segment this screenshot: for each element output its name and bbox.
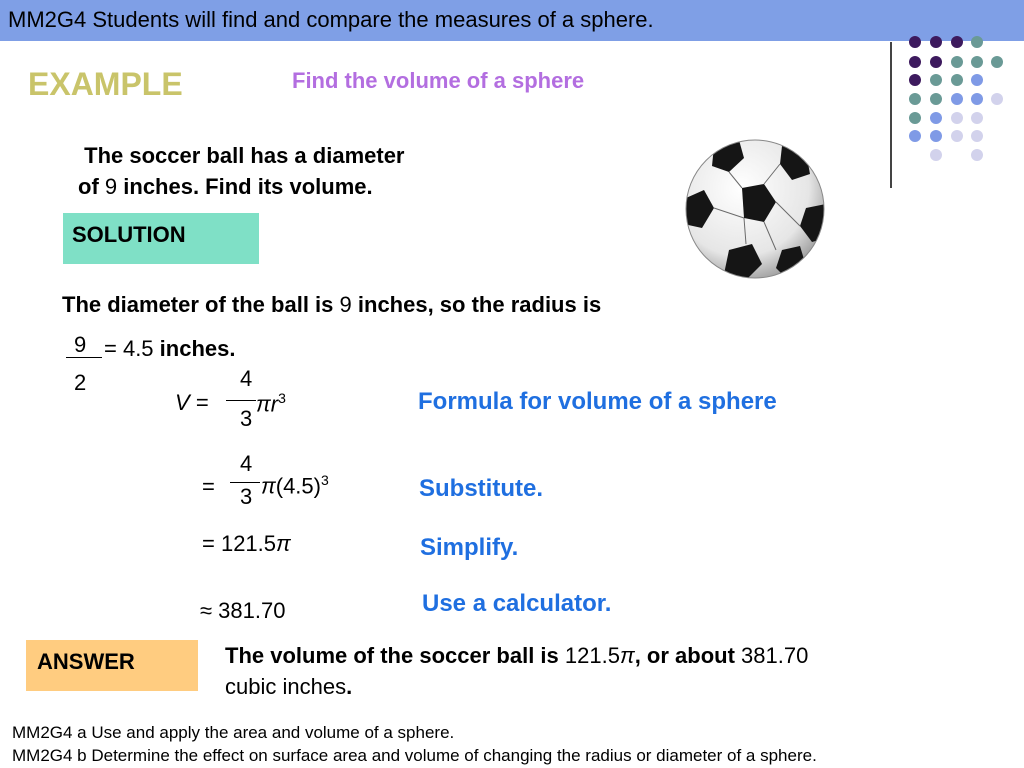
answer-a: The volume of the soccer ball is (225, 643, 559, 668)
solution-label: SOLUTION (72, 222, 186, 247)
answer-period: . (346, 674, 353, 699)
answer-exact-value: 121.5 (564, 643, 620, 668)
formula-lhs (175, 390, 209, 416)
footer-standard-b: MM2G4 b Determine the effect on surface area and volume of changing the radius or diameter of a sphere. (12, 746, 817, 765)
footer-standard-a: MM2G4 a Use and apply the area and volume of a sphere. (12, 723, 455, 742)
problem-line1: The soccer ball has a diameter (84, 143, 405, 168)
approx-line: ≈ 381.70 (200, 598, 286, 623)
radius-denominator: 2 (74, 370, 87, 395)
problem-line2-b: inches. Find its volume. (123, 174, 373, 199)
simplify-line (202, 531, 291, 557)
answer-approx-value: 381.70 (741, 643, 809, 668)
formula-rhs (256, 390, 286, 417)
formula-numerator: 4 (240, 366, 253, 391)
answer-unit: cubic inches (225, 674, 347, 699)
step-substitute: Substitute. (419, 475, 543, 502)
answer-pi: π (619, 643, 635, 668)
answer-b: , or about (634, 643, 735, 668)
substitute-rhs (261, 472, 329, 499)
formula-fraction-bar (226, 400, 256, 401)
diameter-sentence-b: inches, so the radius is (357, 292, 602, 317)
radius-result (104, 336, 235, 362)
page-title: MM2G4 Students will find and compare the measures of a sphere. (8, 7, 654, 32)
example-heading: EXAMPLE (28, 66, 183, 102)
substitute-pi: π (261, 473, 276, 499)
problem-statement (78, 140, 405, 202)
simplify-value: = 121.5 (202, 531, 277, 556)
answer-label-box (26, 640, 198, 691)
solution-label-box (63, 213, 259, 264)
formula-denominator: 3 (240, 406, 253, 431)
substitute-numerator: 4 (240, 451, 253, 476)
problem-diameter-value: 9 (104, 174, 118, 199)
formula-exponent: 3 (278, 390, 286, 406)
header-bar (0, 0, 1024, 41)
answer-text (225, 640, 925, 702)
radius-fraction-bar (66, 357, 102, 358)
dot-grid-icon (905, 34, 1015, 164)
substitute-equals: = (202, 474, 215, 499)
radius-numerator: 9 (74, 332, 87, 357)
substitute-exponent: 3 (321, 472, 329, 488)
example-subtitle: Find the volume of a sphere (292, 68, 585, 93)
formula-equals: = (195, 390, 209, 415)
problem-line2-a: of (78, 174, 99, 199)
radius-equals: = 4.5 (104, 336, 154, 361)
soccer-ball-icon (684, 138, 826, 280)
simplify-pi: π (276, 531, 291, 556)
divider-line (890, 42, 892, 188)
diameter-sentence-a: The diameter of the ball is (62, 292, 334, 317)
step-formula: Formula for volume of a sphere (418, 388, 777, 415)
formula-r: r (270, 391, 279, 417)
substitute-denominator: 3 (240, 484, 253, 509)
radius-unit: inches. (159, 336, 236, 361)
diameter-value: 9 (339, 292, 352, 317)
formula-pi: π (256, 391, 271, 417)
step-calculator: Use a calculator. (422, 590, 612, 617)
formula-volume-var: V (175, 390, 190, 415)
substitute-fraction-bar (230, 482, 260, 483)
step-simplify: Simplify. (420, 534, 519, 561)
substitute-radius: (4.5) (275, 473, 321, 499)
answer-label: ANSWER (37, 649, 135, 674)
diameter-sentence (62, 292, 601, 318)
